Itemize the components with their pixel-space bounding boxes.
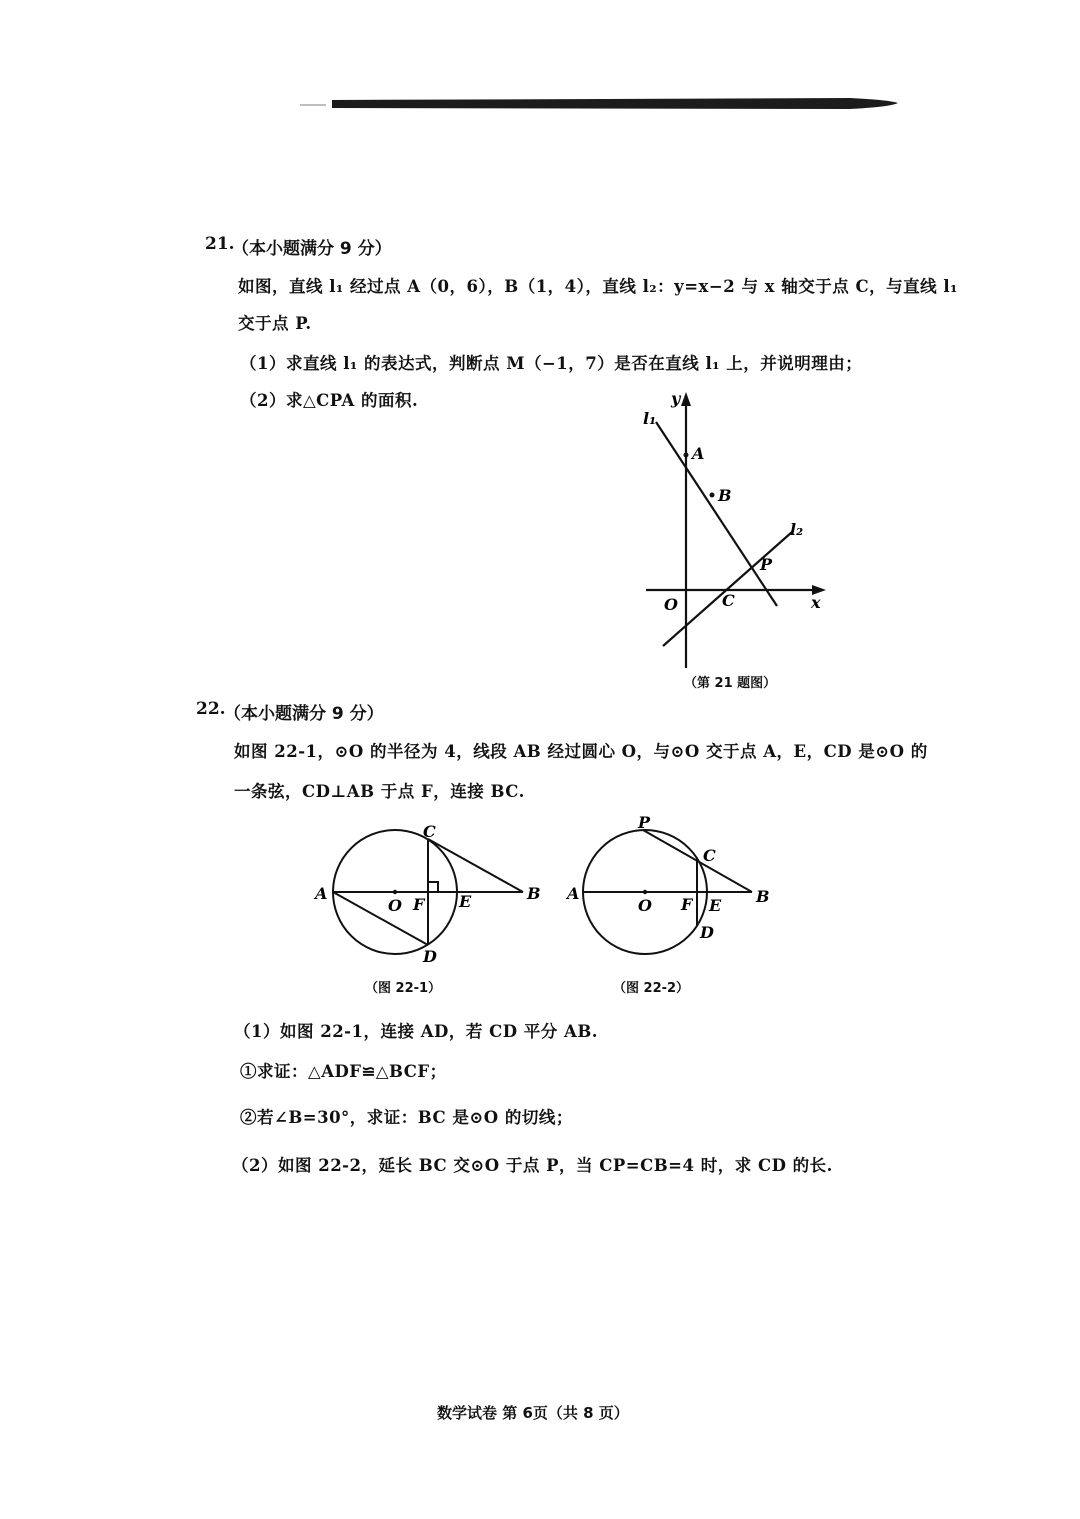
label-o: O <box>664 595 678 614</box>
q21-number: 21. <box>205 234 235 254</box>
fig2-label-o: O <box>638 896 652 915</box>
fig2-label-c: C <box>703 846 716 865</box>
label-l2: l₂ <box>790 520 804 539</box>
fig1-label-c: C <box>423 822 436 841</box>
q21-header: （本小题满分 9 分） <box>232 239 392 259</box>
label-c: C <box>722 591 735 610</box>
fig1-label-d: D <box>423 947 437 966</box>
fig2-label-b: B <box>756 887 770 906</box>
q22-figure-2-caption: （图 22-2） <box>613 981 690 996</box>
fig2-label-e: E <box>709 896 722 915</box>
q22-number: 22. <box>196 699 226 719</box>
right-angle-mark <box>428 882 438 892</box>
q22-figure-2 <box>560 810 780 970</box>
fig1-label-e: E <box>459 892 472 911</box>
q22-part1-i: ①求证：△ADF≌△BCF； <box>240 1062 447 1081</box>
label-l1: l₁ <box>643 409 657 428</box>
label-x: x <box>811 593 821 612</box>
fig2-label-d: D <box>700 923 714 942</box>
page-footer: 数学试卷 第 6页（共 8 页） <box>437 1404 629 1422</box>
q21-figure-caption: （第 21 题图） <box>684 676 777 691</box>
fig2-label-p: P <box>638 813 651 832</box>
y-axis-arrow <box>681 392 691 406</box>
fig1-label-a: A <box>315 884 328 903</box>
q21-stem-line1: 如图，直线 l₁ 经过点 A（0，6），B（1，4），直线 l₂：y=x−2 与 x 轴交于点 C，与直线 l₁ <box>238 277 958 296</box>
fig2-label-f: F <box>681 895 693 914</box>
q21-figure <box>620 380 850 700</box>
point-b-dot <box>710 493 715 498</box>
fig1-label-b: B <box>527 884 541 903</box>
q22-part1: （1）如图 22-1，连接 AD，若 CD 平分 AB. <box>234 1022 599 1041</box>
fig1-label-f: F <box>413 895 425 914</box>
line-l1 <box>656 422 777 606</box>
q22-figure-1-caption: （图 22-1） <box>365 981 442 996</box>
q22-part1-ii: ②若∠B=30°，求证：BC 是⊙O 的切线； <box>240 1108 573 1127</box>
q22-stem-line2: 一条弦，CD⊥AB 于点 F，连接 BC. <box>234 782 525 801</box>
label-y: y <box>671 389 681 408</box>
label-p: P <box>760 555 773 574</box>
segment-cb <box>428 839 523 892</box>
label-b: B <box>718 486 732 505</box>
q21-stem-line2: 交于点 P. <box>238 314 312 333</box>
center-o-dot <box>393 890 397 894</box>
q22-part2: （2）如图 22-2，延长 BC 交⊙O 于点 P，当 CP=CB=4 时，求 CD 的长. <box>232 1156 833 1175</box>
fig1-label-o: O <box>388 896 402 915</box>
q21-part1: （1）求直线 l₁ 的表达式，判断点 M（−1，7）是否在直线 l₁ 上，并说明理由； <box>240 354 863 373</box>
label-a: A <box>692 444 705 463</box>
q22-header: （本小题满分 9 分） <box>224 704 384 724</box>
top-ink-stroke <box>290 92 910 116</box>
point-a-dot <box>684 453 689 458</box>
q21-part2: （2）求△CPA 的面积. <box>240 391 419 410</box>
fig2-label-a: A <box>567 884 580 903</box>
q22-figure-1 <box>310 820 550 970</box>
center-o2-dot <box>643 890 647 894</box>
q22-stem-line1: 如图 22-1，⊙O 的半径为 4，线段 AB 经过圆心 O，与⊙O 交于点 A，E，CD 是⊙O 的 <box>234 742 928 761</box>
